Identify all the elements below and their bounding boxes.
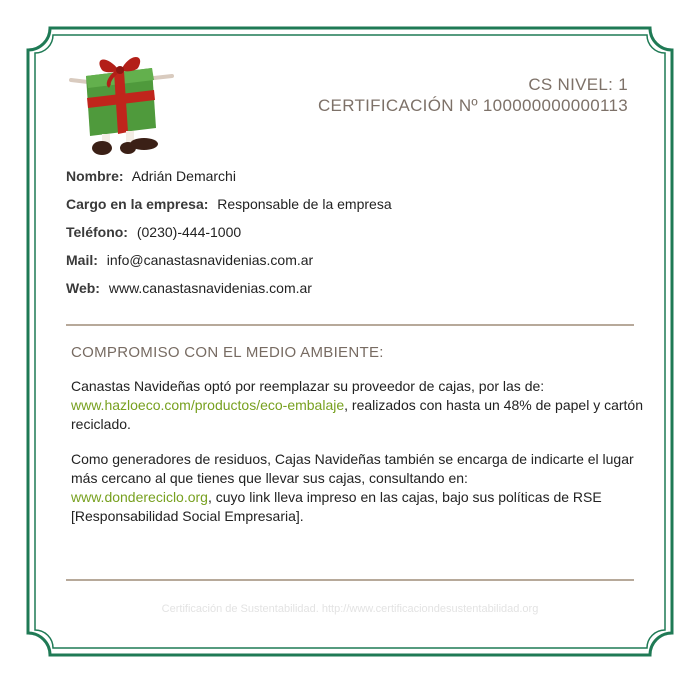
info-row-mail	[66, 250, 392, 278]
role-label: Cargo en la empresa:	[66, 196, 209, 212]
paragraph-2-rest: , cuyo link lleva impreso en las cajas, bajo sus políticas de RSE [Responsabilidad Social Empresaria].	[71, 489, 602, 524]
mail-label: Mail:	[66, 252, 98, 268]
divider-bottom	[66, 579, 634, 581]
info-row-web	[66, 278, 392, 306]
hazloeco-link[interactable]: www.hazloeco.com/productos/eco-embalaje	[71, 397, 345, 413]
dondereciclo-link[interactable]: www.dondereciclo.org	[71, 489, 208, 505]
paragraph-packaging	[71, 377, 646, 434]
company-info	[66, 166, 392, 306]
certificate-header	[318, 74, 628, 116]
section-title: COMPROMISO CON EL MEDIO AMBIENTE:	[71, 344, 384, 361]
paragraph-recycling	[71, 450, 646, 526]
mail-value[interactable]: info@canastasnavidenias.com.ar	[106, 252, 314, 268]
role-value: Responsable de la empresa	[217, 196, 392, 212]
divider-top	[66, 324, 634, 326]
web-value[interactable]: www.canastasnavidenias.com.ar	[108, 280, 312, 296]
name-label: Nombre:	[66, 168, 124, 184]
phone-value: (0230)-444-1000	[136, 224, 242, 240]
name-value: Adrián Demarchi	[131, 168, 236, 184]
web-label: Web:	[66, 280, 100, 296]
info-row-name	[66, 166, 392, 194]
paragraph-1-text: Canastas Navideñas optó por reemplazar su proveedor de cajas, por las de:	[71, 378, 545, 394]
info-row-phone	[66, 222, 392, 250]
phone-label: Teléfono:	[66, 224, 128, 240]
paragraph-1-rest: , realizados con hasta un 48% de papel y cartón reciclado.	[71, 397, 644, 432]
gift-box-person-icon	[66, 50, 178, 160]
certification-number: CERTIFICACIÓN Nº 100000000000113	[317, 96, 628, 115]
certification-level: CS NIVEL: 1	[528, 75, 628, 94]
paragraph-2-text: Como generadores de residuos, Cajas Navideñas también se encarga de indicarte el lugar más cercano al que tienes que llevar sus cajas, consultando en:	[71, 451, 634, 486]
info-row-role	[66, 194, 392, 222]
footer-text: Certificación de Sustentabilidad. http://www.certificaciondesustentabilidad.org	[161, 603, 539, 615]
